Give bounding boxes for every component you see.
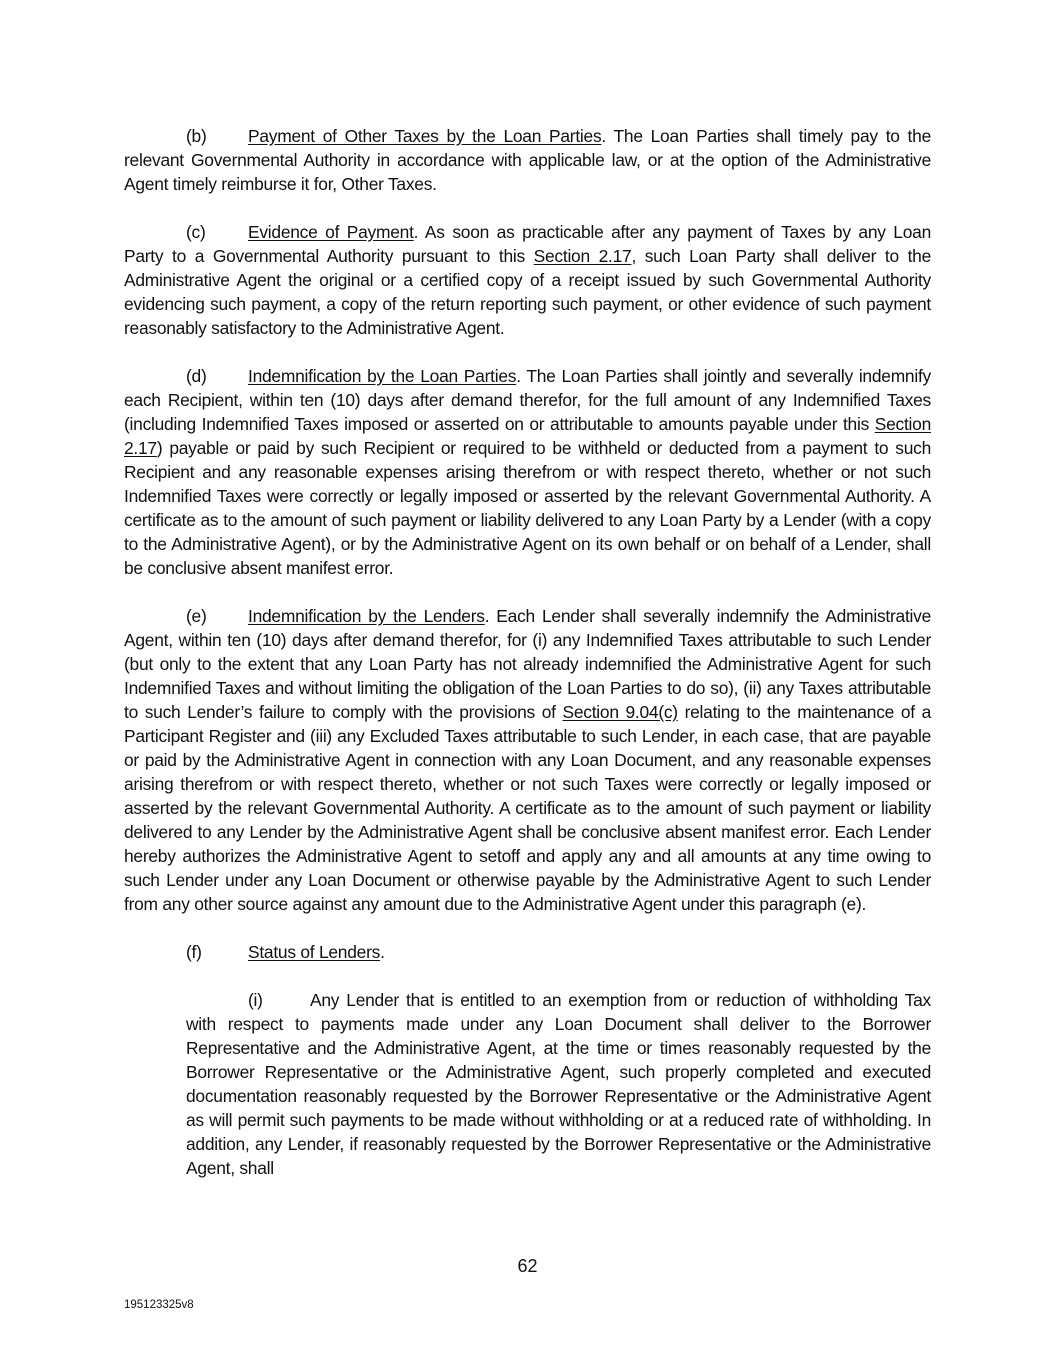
paragraph-label: (i) [248,990,263,1010]
paragraph-label: (e) [186,606,207,626]
paragraph-text: Any Lender that is entitled to an exemption from or reduction of withholding Tax with respect to payments made under any Loan Document shall deliver to the Borrower Representative and the Administrative Agent, at the time or times reasonably requested by the Borrower Representative or the Administrative Agent, such properly completed and executed documentation reasonably requested by the Borrower Representative or the Administrative Agent as will permit such payments to be made without withholding or at a reduced rate of withholding. In addition, any Lender, if reasonably requested by the Borrower Representative or the Administrative Agent, shall [186,990,931,1178]
paragraph-text: . The Loan Parties shall timely pay to the relevant Governmental Authority in accordance with applicable law, or at the option of the Administrative Agent timely reimburse it for, Other Taxes. [124,126,931,194]
paragraph-f-i [186,988,931,1180]
paragraph-text: . The Loan Parties shall jointly and severally indemnify each Recipient, within ten (10) days after demand therefor, for the full amount of any Indemnified Taxes (including Indemnified Taxes imposed or asserted on or attributable to amounts payable under this [124,366,931,434]
paragraph-d [124,364,931,580]
paragraph-label: (f) [186,942,202,962]
paragraph-heading: Payment of Other Taxes by the Loan Parties [248,126,602,146]
section-reference: Section 9.04(c) [562,702,678,722]
paragraph-f [124,940,931,964]
paragraph-text: . [380,942,385,962]
paragraph-heading: Status of Lenders [248,942,381,962]
document-body [124,124,931,1204]
paragraph-label: (c) [186,222,206,242]
paragraph-e [124,604,931,916]
paragraph-heading: Evidence of Payment [248,222,414,242]
paragraph-text: relating to the maintenance of a Participant Register and (iii) any Excluded Taxes attributable to such Lender, in each case, that are payable or paid by the Administrative Agent in connection with any Loan Document, and any reasonable expenses arising therefrom or with respect thereto, whether or not such Taxes were correctly or legally imposed or asserted by the relevant Governmental Authority. A certificate as to the amount of such payment or liability delivered to any Lender by the Administrative Agent shall be conclusive absent manifest error. Each Lender hereby authorizes the Administrative Agent to setoff and apply any and all amounts at any time owing to such Lender under any Loan Document or otherwise payable by the Administrative Agent to such Lender from any other source against any amount due to the Administrative Agent under this paragraph (e). [124,702,931,914]
page-number: 62 [517,1256,538,1276]
paragraph-heading: Indemnification by the Lenders [248,606,485,626]
paragraph-text: ) payable or paid by such Recipient or required to be withheld or deducted from a payment to such Recipient and any reasonable expenses arising therefrom or with respect thereto, whether or not such Indemnified Taxes were correctly or legally imposed or asserted by the relevant Governmental Authority. A certificate as to the amount of such payment or liability delivered to any Loan Party by a Lender (with a copy to the Administrative Agent), or by the Administrative Agent on its own behalf or on behalf of a Lender, shall be conclusive absent manifest error. [124,438,931,578]
paragraph-text: . Each Lender shall severally indemnify the Administrative Agent, within ten (10) days after demand therefor, for (i) any Indemnified Taxes attributable to such Lender (but only to the extent that any Loan Party has not already indemnified the Administrative Agent for such Indemnified Taxes and without limiting the obligation of the Loan Parties to do so), (ii) any Taxes attributable to such Lender’s failure to comply with the provisions of [124,606,932,722]
paragraph-c [124,220,931,340]
paragraph-text: . As soon as practicable after any payment of Taxes by any Loan Party to a Governmental Authority pursuant to this [124,222,931,266]
section-reference: Section 2.17 [124,414,931,458]
paragraph-heading: Indemnification by the Loan Parties [248,366,517,386]
paragraph-b [124,124,931,196]
paragraph-text: , such Loan Party shall deliver to the Administrative Agent the original or a certified copy of a receipt issued by such Governmental Authority evidencing such payment, a copy of the return reporting such payment, or other evidence of such payment reasonably satisfactory to the Administrative Agent. [124,246,932,338]
document-id: 195123325v8 [124,1299,194,1311]
paragraph-label: (d) [186,366,207,386]
paragraph-label: (b) [186,126,207,146]
section-reference: Section 2.17 [533,246,632,266]
